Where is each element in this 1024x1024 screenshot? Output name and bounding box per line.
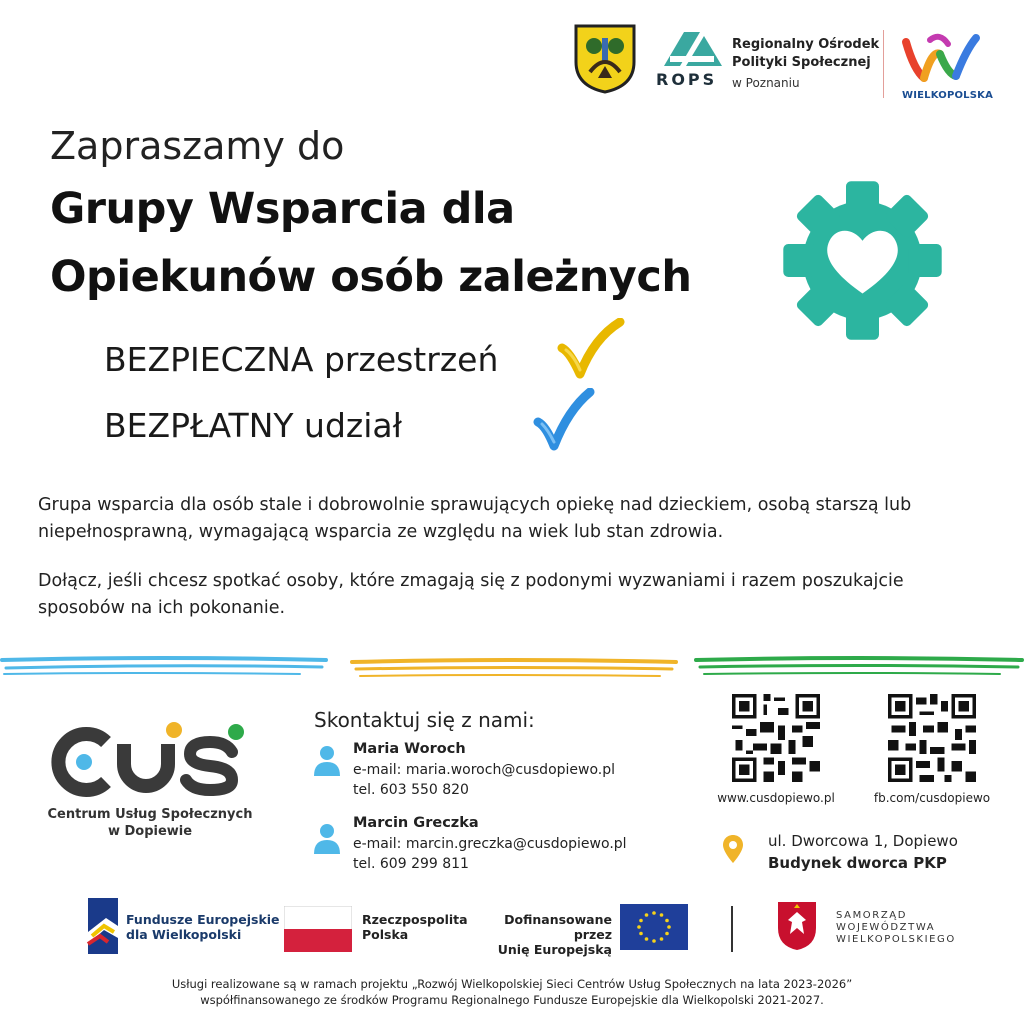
headline-title-line-1: Grupy Wsparcia dla <box>50 184 515 234</box>
decorative-divider <box>0 650 1024 686</box>
qr-label-facebook[interactable]: fb.com/cusdopiewo <box>873 791 991 805</box>
cus-name-line-2: w Dopiewie <box>107 824 193 839</box>
footer-line-2: współfinansowanego ze środków Programu Regionalnego Fundusze Europejskie dla Wielkopolski 2021-2027. <box>200 993 824 1007</box>
poland-line-2: Polska <box>362 927 409 942</box>
european-funds-line-2: dla Wielkopolski <box>126 927 242 942</box>
cus-name-line-1: Centrum Usług Społecznych <box>47 807 253 822</box>
feature-safe-space: BEZPIECZNA przestrzeń <box>104 340 499 379</box>
contact-phone[interactable]: tel. 603 550 820 <box>353 782 469 798</box>
contact-name: Maria Woroch <box>353 741 466 757</box>
cus-logo-icon <box>50 720 250 800</box>
wielkopolska-seal-icon <box>776 900 818 952</box>
cus-name <box>40 806 260 840</box>
location-pin-icon <box>722 834 744 864</box>
qr-code-icon[interactable] <box>888 694 976 782</box>
headline-intro: Zapraszamy do <box>50 124 345 168</box>
european-funds-name <box>126 912 280 942</box>
eu-funding-name <box>474 912 612 957</box>
rops-name <box>732 36 879 72</box>
header-divider <box>883 30 884 98</box>
headline-title-line-2: Opiekunów osób zależnych <box>50 252 692 302</box>
contact-title: Skontaktuj się z nami: <box>314 708 535 732</box>
seal-line-3: WIELKOPOLSKIEGO <box>836 934 956 945</box>
footer-line-1: Usługi realizowane są w ramach projektu „Rozwój Wielkopolskiej Sieci Centrów Usług Społecznych na lata 2023-2026” <box>171 977 853 991</box>
contact-email[interactable]: e-mail: maria.woroch@cusdopiewo.pl <box>353 762 616 778</box>
eu-line-1: Dofinansowane przez <box>504 912 612 942</box>
person-icon <box>312 744 342 778</box>
qr-code-icon[interactable] <box>732 694 820 782</box>
description-paragraph-2: Dołącz, jeśli chcesz spotkać osoby, które zmagają się z podonymi wyzwaniami i razem poszukajcie sposobów na ich pokonanie. <box>38 571 904 618</box>
checkmark-icon <box>532 388 596 454</box>
seal-line-1: SAMORZĄD <box>836 910 908 921</box>
contact-email[interactable]: e-mail: marcin.greczka@cusdopiewo.pl <box>353 836 627 852</box>
regional-government-name <box>836 910 956 946</box>
description-paragraph-1: Grupa wsparcia dla osób stale i dobrowolnie sprawujących opiekę nad dzieckiem, osobą starszą lub niepełnosprawną, wymagającą wsparcia ze względu na wiek lub stan zdrowia. <box>38 495 912 542</box>
poland-name <box>362 912 468 942</box>
person-icon <box>312 822 342 856</box>
rops-line-1: Regionalny Ośrodek <box>732 37 880 52</box>
coat-of-arms-icon <box>572 22 638 94</box>
rops-line-2: Polityki Społecznej <box>732 55 871 70</box>
european-funds-logo-icon <box>84 896 122 956</box>
contact-name: Marcin Greczka <box>353 815 479 831</box>
feature-free-participation: BEZPŁATNY udział <box>104 406 402 445</box>
eu-flag-icon <box>620 904 688 950</box>
rops-city: w Poznaniu <box>732 76 800 90</box>
address-street: ul. Dworcowa 1, Dopiewo <box>768 832 958 850</box>
poland-line-1: Rzeczpospolita <box>362 912 468 927</box>
wielkopolska-logo-icon <box>900 30 984 90</box>
wielkopolska-wordmark: WIELKOPOLSKA <box>902 90 994 101</box>
contact-phone[interactable]: tel. 609 299 811 <box>353 856 469 872</box>
address-building: Budynek dworca PKP <box>768 854 947 872</box>
rops-wordmark: ROPS <box>656 70 718 89</box>
seal-line-2: WOJEWÓDZTWA <box>836 922 936 933</box>
eu-line-2: Unię Europejską <box>497 942 612 957</box>
checkmark-icon <box>556 318 626 382</box>
qr-label-website[interactable]: www.cusdopiewo.pl <box>717 791 835 805</box>
gear-heart-icon <box>780 178 945 343</box>
funders-divider <box>731 906 733 952</box>
poland-flag-icon <box>284 906 352 952</box>
european-funds-line-1: Fundusze Europejskie <box>126 912 280 927</box>
